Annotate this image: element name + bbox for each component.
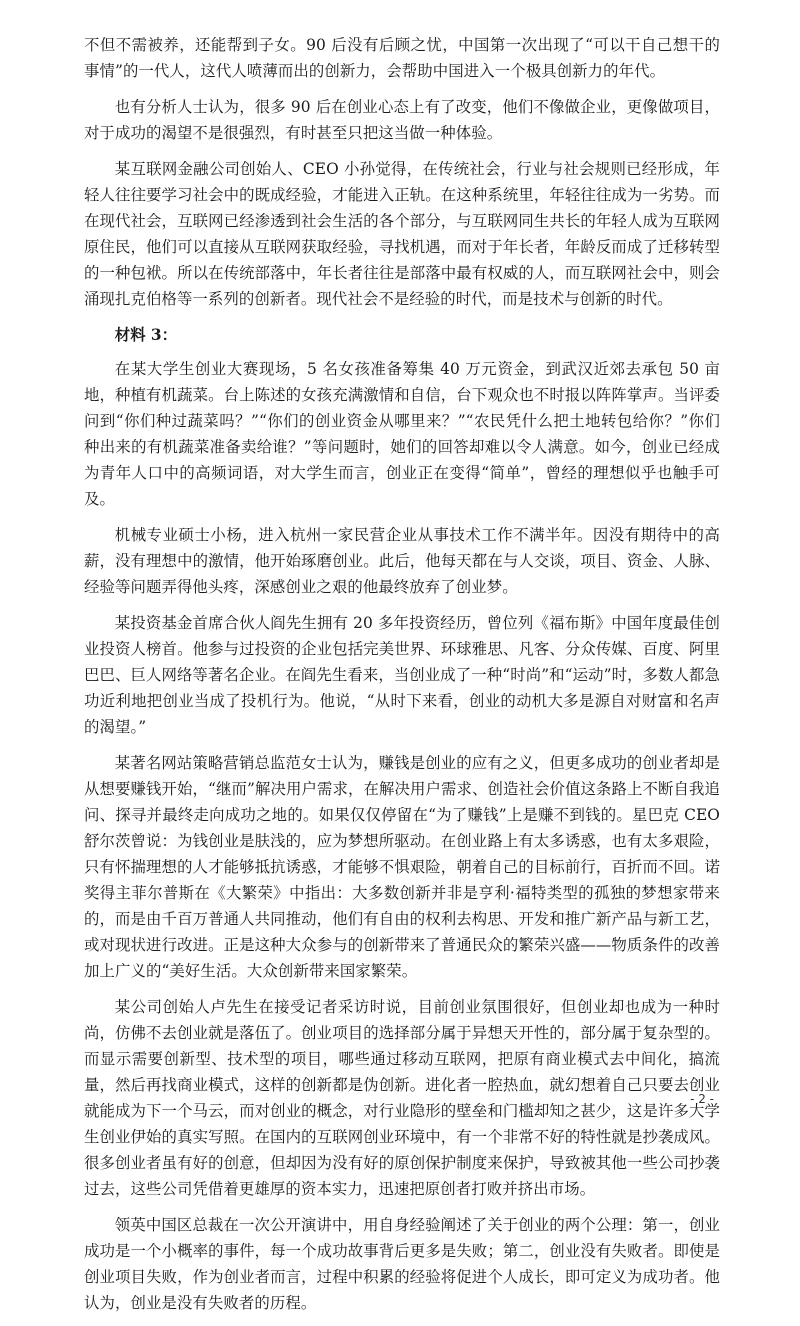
- paragraph: 某互联网金融公司创始人、CEO 小孙觉得，在传统社会，行业与社会规则已经形成，年轻人往往要学习社会中的既成经验，才能进入正轨。在这种系统里，年轻往往成为一劣势。而在现代社会，互联网已经渗透到社会生活的各个部分，与互联网同生共长的年轻人成为互联网原住民，他们可以直接从互联网获取经验，寻找机遇，而对于年长者，年龄反而成了迁移转型的一种包袱。所以在传统部落中，年长者往往是部落中最有权威的人，而互联网社会中，则会涌现扎克伯格等一系列的创新者。现代社会不是经验的时代，而是技术与创新的时代。: [84, 160, 720, 308]
- paragraph: 领英中国区总裁在一次公开演讲中，用自身经验阐述了关于创业的两个公理：第一，创业成功是一个小概率的事件，每一个成功故事背后更多是失败；第二，创业没有失败者。即使是创业项目失败，作为创业者而言，过程中积累的经验将促进个人成长，即可定义为成功者。他认为，创业是没有失败者的历程。: [84, 1216, 720, 1312]
- paragraph-continued: 不但不需被养，还能帮到子女。90 后没有后顾之忧，中国第一次出现了“可以干自己想干的事情”的一代人，这代人喷薄而出的创新力，会帮助中国进入一个极具创新力的年代。: [84, 36, 720, 80]
- paragraph: 某公司创始人卢先生在接受记者采访时说，目前创业氛围很好，但创业却也成为一种时尚，仿佛不去创业就是落伍了。创业项目的选择部分属于异想天开性的，部分属于复杂型的。而显示需要创新型、技术型的项目，哪些通过移动互联网，把原有商业模式去中间化，搞流量，然后再找商业模式，这样的创新都是伪创新。进化者一腔热血，就幻想着自己只要去创业就能成为下一个马云，而对创业的概念，对行业隐形的壁垒和门槛却知之甚少，这是许多大学生创业伊始的真实写照。在国内的互联网创业环境中，有一个非常不好的特性就是抄袭成风。很多创业者虽有好的创意，但却因为没有好的原创保护制度来保护，导致被其他一些公司抄袭过去，这些公司凭借着更雄厚的资本实力，迅速把原创者打败并挤出市场。: [84, 998, 720, 1198]
- paragraph: 也有分析人士认为，很多 90 后在创业心态上有了改变，他们不像做企业，更像做项目，对于成功的渴望不是很强烈，有时甚至只把这当做一种体验。: [84, 98, 720, 142]
- paragraph: 某著名网站策略营销总监范女士认为，赚钱是创业的应有之义，但更多成功的创业者却是从想要赚钱开始，“继而”解决用户需求，在解决用户需求、创造社会价值这条路上不断自我追问、探寻并最终走向成功之地的。如果仅仅停留在“为了赚钱”上是赚不到钱的。星巴克 CEO 舒尔茨曾说：为钱创业是肤浅的，应为梦想所驱动。在创业路上有太多诱惑，也有太多艰险，只有怀揣理想的人才能够抵抗诱惑，才能够不惧艰险，朝着自己的目标前行，百折而不回。诺奖得主菲尔普斯在《大繁荣》中指出：大多数创新并非是亨利·福特类型的孤独的梦想家带来的，而是由千百万普通人共同推动，他们有自由的权利去构思、开发和推广新产品与新工艺，或对现状进行改进。正是这种大众参与的创新带来了普通民众的繁荣兴盛——物质条件的改善加上广义的“美好生活。大众创新带来国家繁荣。: [84, 754, 720, 980]
- section-heading: 材料 3：: [114, 326, 178, 344]
- paragraph: 机械专业硕士小杨，进入杭州一家民营企业从事技术工作不满半年。因没有期待中的高薪，没有理想中的激情，他开始琢磨创业。此后，他每天都在与人交谈，项目、资金、人脉、经验等问题弄得他头疼，深感创业之艰的他最终放弃了创业梦。: [84, 526, 720, 596]
- paragraph: 某投资基金首席合伙人阎先生拥有 20 多年投资经历，曾位列《福布斯》中国年度最佳创业投资人榜首。他参与过投资的企业包括完美世界、环球雅思、凡客、分众传媒、百度、阿里巴巴、巨人网络等著名企业。在阎先生看来，当创业成了一种“时尚”和“运动”时，多数人都急功近利地把创业当成了投机行为。他说，“从时下来看，创业的动机大多是源自对财富和名声的渴望。”: [84, 614, 721, 736]
- page-number: - 2 -: [690, 1092, 714, 1106]
- paragraph: 在某大学生创业大赛现场，5 名女孩准备筹集 40 万元资金，到武汉近郊去承包 50 亩地，种植有机蔬菜。台上陈述的女孩充满激情和自信，台下观众也不时报以阵阵掌声。当评委问到“你们种过蔬菜吗？”“你们的创业资金从哪里来？”“农民凭什么把土地转包给你？”你们种出来的有机蔬菜准备卖给谁？”等问题时，她们的回答却难以令人满意。如今，创业已经成为青年人口中的高频词语，对大学生而言，创业正在变得“简单”，曾经的理想似乎也触手可及。: [84, 360, 720, 508]
